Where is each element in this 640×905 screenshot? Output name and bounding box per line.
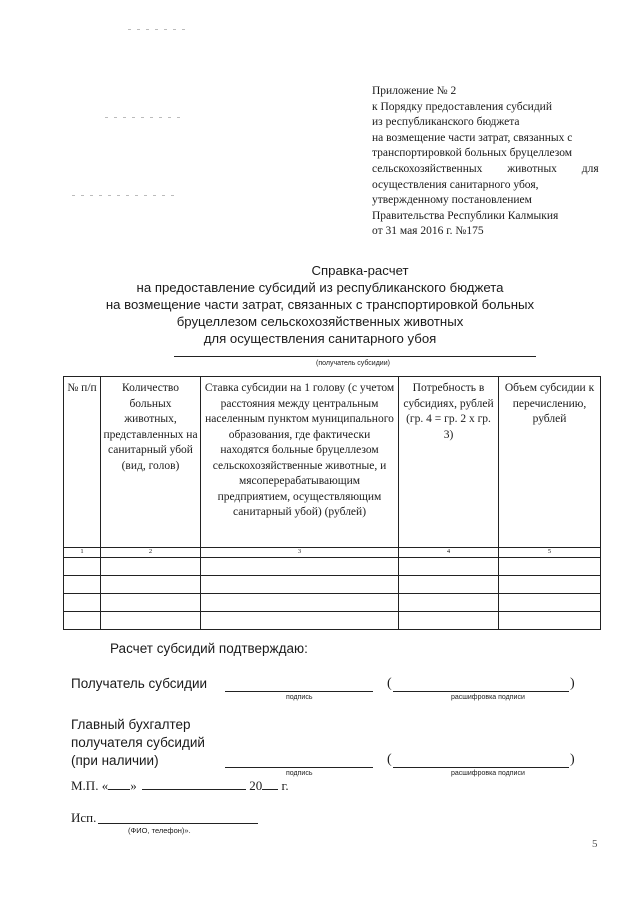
table-row[interactable] — [64, 558, 601, 576]
day-field[interactable] — [108, 789, 130, 790]
title-line: на предоставление субсидий из республиканского бюджета — [136, 280, 504, 295]
column-numbers-row — [64, 548, 601, 558]
recipient-signature-line[interactable] — [225, 691, 373, 692]
table-cell[interactable] — [201, 612, 399, 630]
column-number: 5 — [499, 548, 601, 558]
title-line: на возмещение части затрат, связанных с транспортировкой больных — [105, 297, 535, 312]
stamp-prefix: М.П. « — [71, 778, 109, 793]
confirm-text: Расчет субсидий подтверждаю: — [110, 641, 308, 656]
table-cell[interactable] — [399, 558, 499, 576]
table-cell[interactable] — [201, 594, 399, 612]
signature-caption: подпись — [286, 770, 313, 777]
title-line: Справка-расчет — [311, 263, 409, 278]
table-header-row — [64, 377, 601, 548]
appendix-line: транспортировкой больных бруцеллезом — [372, 147, 573, 160]
table-cell[interactable] — [64, 558, 101, 576]
table-cell[interactable] — [101, 576, 201, 594]
column-number: 4 — [399, 548, 499, 558]
appendix-line: Приложение № 2 — [372, 85, 457, 97]
table-cell[interactable] — [499, 594, 601, 612]
executor-label: Исп. — [71, 810, 97, 825]
header-rate: Ставка субсидии на 1 голову (с учетом расстояния между центральным населенным пунктом муниципального образования, где фактически находятся больные бруцеллезом сельскохозяйственные животные, и мясоперерабатывающим предприятием, осуществляющим санитарный убой) (рублей) — [201, 377, 399, 548]
appendix-line: на возмещение части затрат, связанных с — [372, 131, 573, 144]
table-cell[interactable] — [101, 558, 201, 576]
table-cell[interactable] — [64, 594, 101, 612]
table-cell[interactable] — [499, 576, 601, 594]
close-paren: ) — [570, 752, 575, 767]
month-field[interactable] — [142, 789, 246, 790]
column-number: 2 — [101, 548, 201, 558]
scan-noise — [105, 105, 186, 123]
header-animal-count: Количество больных животных, представленных на санитарный убой (вид, голов) — [101, 377, 201, 548]
open-paren: ( — [387, 752, 392, 767]
column-number: 1 — [64, 548, 101, 558]
year-suffix: г. — [281, 778, 289, 793]
open-paren: ( — [387, 676, 392, 691]
recipient-field-line[interactable] — [174, 356, 536, 357]
accountant-line: получателя субсидий — [71, 735, 205, 750]
table-row[interactable] — [64, 594, 601, 612]
stamp-date-line — [71, 778, 289, 794]
decode-caption: расшифровка подписи — [451, 694, 525, 701]
table-row[interactable] — [64, 576, 601, 594]
stamp-mid: » — [130, 778, 137, 793]
recipient-caption: (получатель субсидии) — [316, 360, 390, 367]
appendix-line: из республиканского бюджета — [372, 116, 520, 129]
table-cell[interactable] — [499, 612, 601, 630]
appendix-line: от 31 мая 2016 г. №175 — [372, 225, 484, 238]
title-line: бруцеллезом сельскохозяйственных животных — [176, 314, 464, 329]
table-cell[interactable] — [64, 612, 101, 630]
appendix-line: к Порядку предоставления субсидий — [372, 100, 552, 113]
year-field[interactable] — [262, 789, 278, 790]
accountant-line: (при наличии) — [71, 753, 159, 768]
subsidy-table — [63, 376, 601, 630]
table-cell[interactable] — [399, 576, 499, 594]
scan-noise — [72, 183, 180, 201]
table-cell[interactable] — [101, 594, 201, 612]
accountant-decode-line[interactable] — [393, 767, 569, 768]
table-cell[interactable] — [399, 612, 499, 630]
accountant-label — [71, 716, 205, 770]
table-cell[interactable] — [201, 558, 399, 576]
appendix-block — [372, 84, 604, 240]
table-cell[interactable] — [101, 612, 201, 630]
table-cell[interactable] — [399, 594, 499, 612]
executor-line[interactable] — [98, 823, 258, 824]
appendix-line: осуществления санитарного убоя, — [372, 178, 539, 191]
table-row[interactable] — [64, 612, 601, 630]
accountant-signature-line[interactable] — [225, 767, 373, 768]
recipient-decode-line[interactable] — [393, 691, 569, 692]
document-title — [40, 262, 600, 347]
header-number: № п/п — [64, 377, 101, 548]
scan-noise — [128, 17, 191, 35]
decode-caption: расшифровка подписи — [451, 770, 525, 777]
appendix-line: Правительства Республики Калмыкия — [372, 209, 559, 222]
year-prefix: 20 — [249, 778, 263, 793]
table-cell[interactable] — [201, 576, 399, 594]
appendix-line: утвержденному постановлением — [372, 194, 532, 207]
table-cell[interactable] — [499, 558, 601, 576]
executor-caption: (ФИО, телефон)». — [128, 826, 191, 835]
accountant-line: Главный бухгалтер — [71, 717, 191, 732]
page-number: 5 — [592, 838, 598, 850]
header-volume: Объем субсидии к перечислению, рублей — [499, 377, 601, 548]
title-line: для осуществления санитарного убоя — [203, 331, 437, 346]
appendix-line: сельскохозяйственных животных для — [372, 162, 599, 175]
column-number: 3 — [201, 548, 399, 558]
header-need: Потребность в субсидиях, рублей (гр. 4 = гр. 2 x гр. 3) — [399, 377, 499, 548]
close-paren: ) — [570, 676, 575, 691]
signature-caption: подпись — [286, 694, 313, 701]
table-cell[interactable] — [64, 576, 101, 594]
recipient-label: Получатель субсидии — [71, 676, 208, 691]
